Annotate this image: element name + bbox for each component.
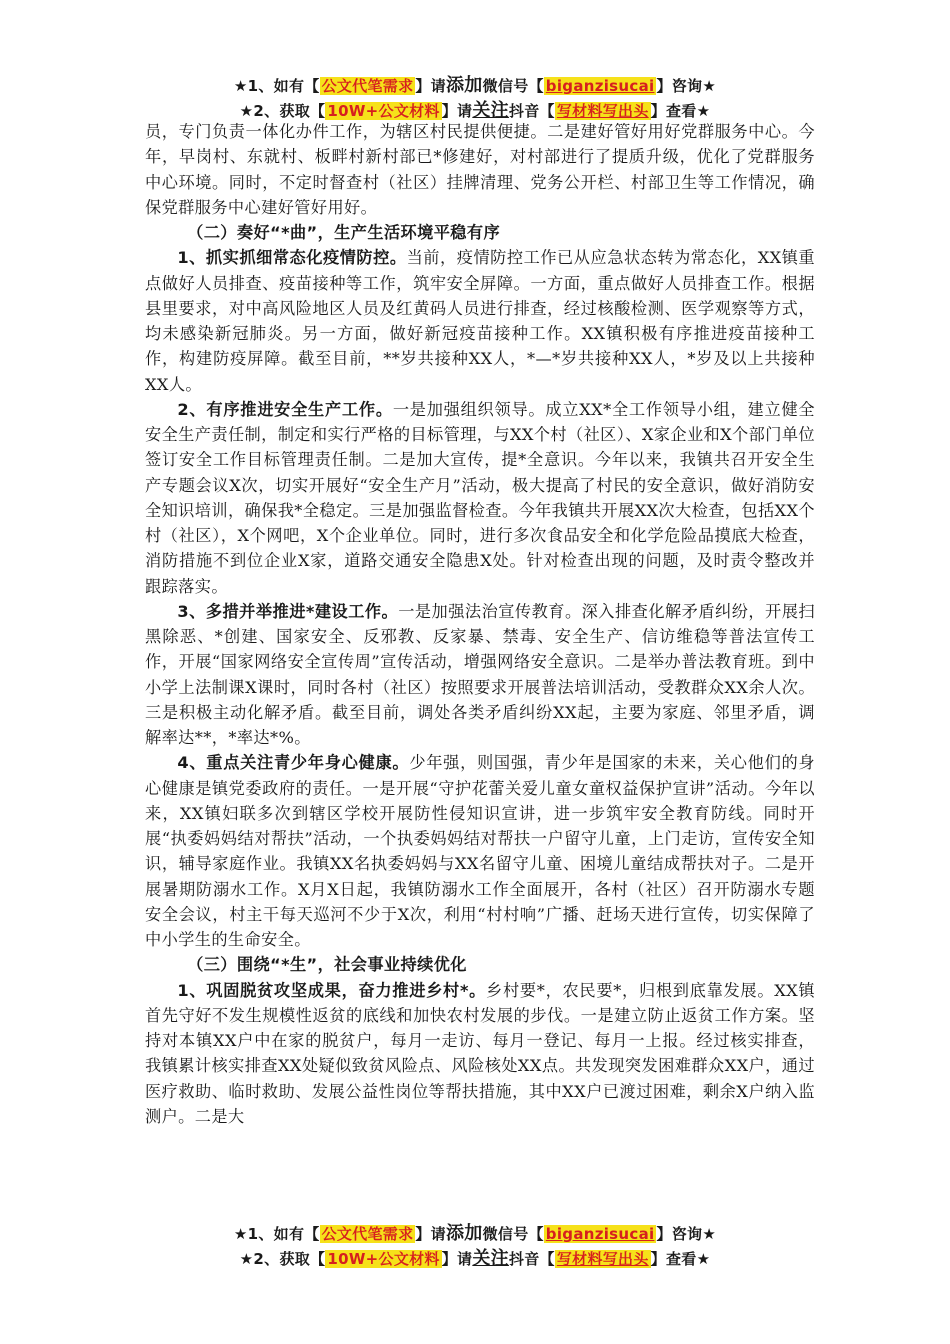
ad-text: 关注 <box>472 100 509 121</box>
ad-text: 】咨询★ <box>656 77 717 95</box>
wechat-id: biganzisucai <box>545 77 655 95</box>
ad-text: 】咨询★ <box>656 1225 717 1243</box>
paragraph-lead: 1、巩固脱贫攻坚成果，奋力推进乡村*。 <box>177 980 487 1000</box>
paragraph-lead: 1、抓实抓细常态化疫情防控。 <box>177 248 407 268</box>
section-heading: （三）围绕“*生”，社会事业持续优化 <box>187 955 467 975</box>
ad-text: 】请 <box>415 1225 446 1243</box>
ad-text: 】查看★ <box>650 102 711 120</box>
ad-text: 添加 <box>445 1223 483 1244</box>
ad-highlight: 公文代笔需求 <box>321 1225 414 1243</box>
ad-text: 】请 <box>415 77 446 95</box>
paragraph-lead: 2、有序推进安全生产工作。 <box>177 399 393 419</box>
paragraph-text: 一是加强法治宣传教育。深入排查化解矛盾纠纷，开展扫黑除恶、*创建、国家安全、反邪教、反家暴、禁毒、安全生产、信访维稳等普法宣传工作，开展“国家网络安全宣传周”宣传活动，增强网络安全意识。二是举办普法教育班。到中小学上法制课X课时，同时各村（社区）按照要求开展普法培训活动，受教群众XX余人次。三是积极主动化解矛盾。截至目前，调处各类矛盾纠纷XX起，主要为家庭、邻里矛盾，调解率达**，*率达*%。 <box>145 601 816 747</box>
ad-text: ★1、如有【 <box>233 1225 320 1243</box>
section-heading: （二）奏好“*曲”，生产生活环境平稳有序 <box>187 223 501 242</box>
ad-text: ★1、如有【 <box>233 77 320 95</box>
paragraph <box>145 397 815 599</box>
paragraph <box>145 599 815 751</box>
ad-text: 抖音【 <box>508 102 555 120</box>
ad-text: ★2、获取【 <box>239 1250 326 1268</box>
ad-highlight: 公文代笔需求 <box>321 77 414 95</box>
ad-text: 】请 <box>441 1250 473 1268</box>
paragraph-text: 乡村要*，农民要*，归根到底靠发展。XX镇首先守好不发生规模性返贫的底线和加快农村发展的步伐。一是建立防止返贫工作方案。坚持对本镇XX户中在家的脱贫户，每月一走访、每月一登记、每月一上报。经过核实排查，我镇累计核实排查XX处疑似致贫风险点、风险核处XX点。共发现突发困难群众XX户，通过医疗救助、临时救助、发展公益性岗位等帮扶措施，其中XX户已渡过困难，剩余X户纳入监测户。二是大 <box>145 980 816 1126</box>
paragraph-text: 当前，疫情防控工作已从应急状态转为常态化，XX镇重点做好人员排查、疫苗接种等工作，筑牢安全屏障。一方面，重点做好人员排查工作。根据县里要求，对中高风险地区人员及红黄码人员进行排查，经过核酸检测、医学观察等方式，均未感染新冠肺炎。另一方面，做好新冠疫苗接种工作。XX镇积极有序推进疫苗接种工作，构建防疫屏障。截至目前，**岁共接种XX人，*—*岁共接种XX人，*岁及以上共接种XX人。 <box>145 248 815 394</box>
ad-text: 】查看★ <box>650 1250 711 1268</box>
ad-highlight: 10W+公文材料 <box>327 1250 440 1268</box>
ad-text: 关注 <box>472 1248 509 1269</box>
ad-text: 微信号【 <box>482 77 544 95</box>
paragraph <box>145 245 815 397</box>
ad-text: 抖音【 <box>508 1250 555 1268</box>
paragraph-text: 少年强，则国强，青少年是国家的未来，关心他们的身心健康是镇党委政府的责任。一是开展“守护花蕾关爱儿童女童权益保护宣讲”活动。今年以来，XX镇妇联多次到辖区学校开展防性侵知识宣讲，进一步筑牢安全教育防线。同时开展“执委妈妈结对帮扶”活动，一个执委妈妈结对帮扶一户留守儿童，上门走访，宣传安全知识，辅导家庭作业。我镇XX名执委妈妈与XX名留守儿童、困境儿童结成帮扶对子。二是开展暑期防溺水工作。X月X日起，我镇防溺水工作全面展开，各村（社区）召开防溺水专题安全会议，村主干每天巡河不少于X次，利用“村村响”广播、赶场天进行宣传，切实保障了中小学生的生命安全。 <box>145 753 815 949</box>
document-body <box>145 119 815 1129</box>
wechat-id: biganzisucai <box>545 1225 655 1243</box>
ad-text: 添加 <box>445 75 483 96</box>
paragraph <box>145 750 815 952</box>
paragraph <box>145 978 815 1130</box>
ad-text: ★2、获取【 <box>239 102 326 120</box>
paragraph-lead: 4、重点关注青少年身心健康。 <box>177 753 410 773</box>
ad-text: 微信号【 <box>482 1225 544 1243</box>
footer-ad-line-1 <box>0 1219 950 1245</box>
paragraph: 员，专门负责一体化办件工作，为辖区村民提供便捷。二是建好管好用好党群服务中心。今年，早岗村、东就村、板畔村新村部已*修建好，对村部进行了提质升级，优化了党群服务中心环境。同时，不定时督查村（社区）挂牌清理、党务公开栏、村部卫生等工作情况，确保党群服务中心建好管好用好。 <box>145 122 815 217</box>
header-ad-line-1 <box>0 71 950 97</box>
paragraph-lead: 3、多措并举推进*建设工作。 <box>177 601 399 621</box>
douyin-account: 写材料写出头 <box>556 1250 649 1268</box>
ad-text: 】请 <box>441 102 473 120</box>
paragraph-text: 一是加强组织领导。成立XX*全工作领导小组，建立健全安全生产责任制，制定和实行严格的目标管理，与XX个村（社区）、X家企业和X个部门单位签订安全工作目标管理责任制。二是加大宣传，提*全意识。今年以来，我镇共召开安全生产专题会议X次，切实开展好“安全生产月”活动，极大提高了村民的安全意识，做好消防安全知识培训，确保我*全稳定。三是加强监督检查。今年我镇共开展XX次大检查，包括XX个村（社区），X个网吧，X个企业单位。同时，进行多次食品安全和化学危险品摸底大检查，消防措施不到位企业X家，道路交通安全隐患X处。针对检查出现的问题，及时责令整改并跟踪落实。 <box>145 399 815 596</box>
footer-ad-line-2 <box>0 1244 950 1270</box>
douyin-account: 写材料写出头 <box>556 102 649 120</box>
ad-highlight: 10W+公文材料 <box>327 102 440 120</box>
